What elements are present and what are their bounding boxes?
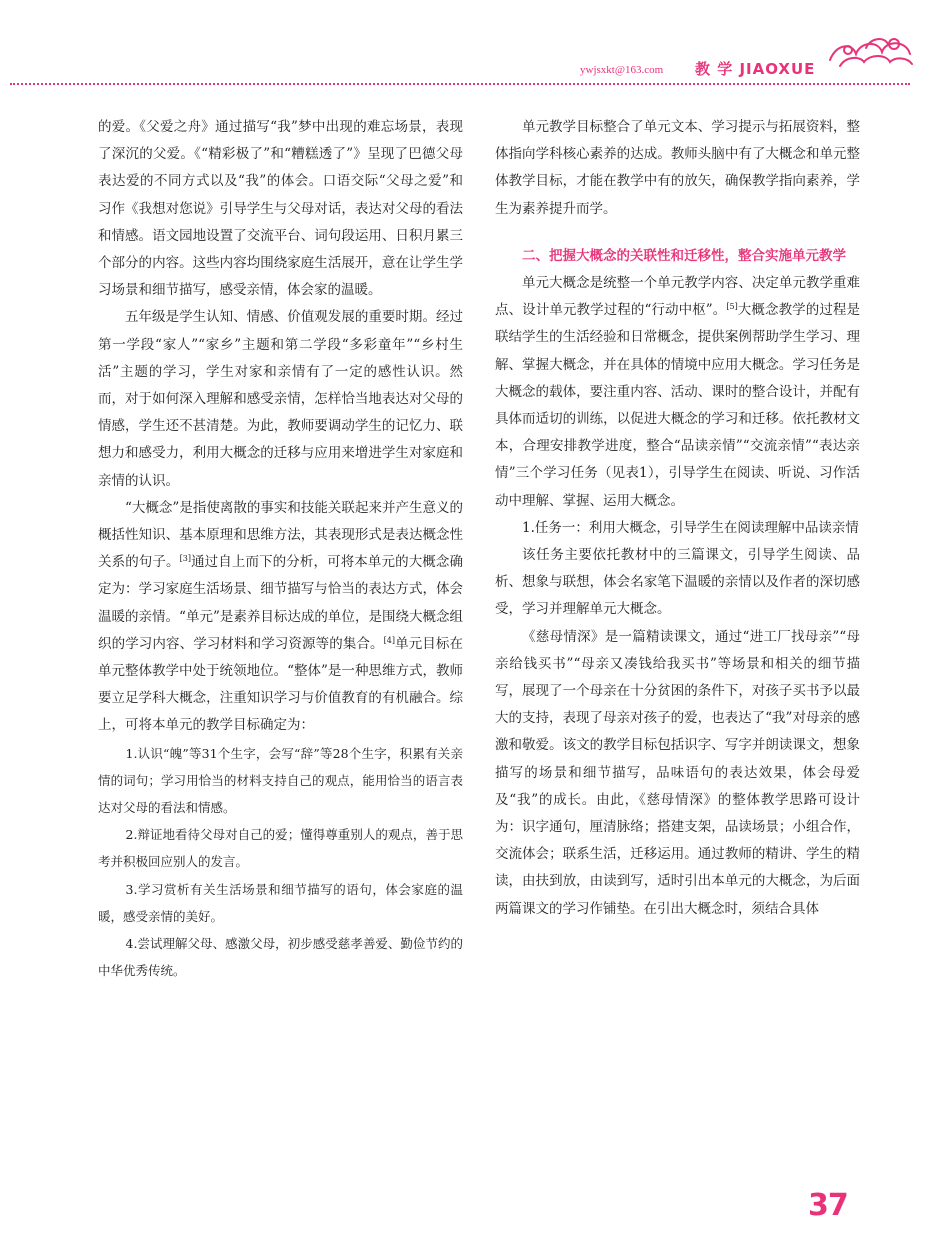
section-heading: 二、把握大概念的关联性和迁移性，整合实施单元教学: [522, 247, 846, 264]
citation-ref: [3]: [179, 554, 191, 564]
page-number: 37: [808, 1188, 848, 1223]
right-column: [495, 114, 860, 923]
page-header: [0, 0, 950, 90]
goal-item: 1.认识“魄”等31个生字，会写“辞”等28个生字，积累有关亲情的词句；学习用恰当的材料支持自己的观点，能用恰当的语言表达对父母的看法和情感。: [98, 745, 463, 816]
paragraph: 单元教学目标整合了单元文本、学习提示与拓展资料，整体指向学科核心素养的达成。教师头脑中有了大概念和单元整体教学目标，才能在教学中有的放矢，确保教学指向素养，学生为素养提升而学。: [495, 119, 860, 217]
goal-item: 2.辩证地看待父母对自己的爱；懂得尊重别人的观点，善于思考并积极回应别人的发言。: [98, 827, 463, 870]
goal-item: 4.尝试理解父母、感激父母，初步感受慈孝善爱、勤俭节约的中华优秀传统。: [98, 936, 463, 979]
paragraph: 单元大概念是统整一个单元教学内容、决定单元教学重难点、设计单元教学过程的“行动中枢”。[5]大概念教学的过程是联结学生的生活经验和日常概念，提供案例帮助学生学习、理解、掌握大概念，并在具体的情境中应用大概念。学习任务是大概念的载体，要注重内容、活动、课时的整合设计，并配有具体而适切的训练，以促进大概念的学习和迁移。依托教材文本，合理安排教学进度，整合“品读亲情”“交流亲情”“表达亲情”三个学习任务（见表1），引导学生在阅读、听说、习作活动中理解、掌握、运用大概念。: [495, 275, 860, 509]
header-divider: [10, 83, 910, 85]
paragraph: “大概念”是指使离散的事实和技能关联起来并产生意义的概括性知识、基本原理和思维方法，其表现形式是表达概念性关系的句子。[3]通过自上而下的分析，可将本单元的大概念确定为：学习家庭生活场景、细节描写与恰当的表达方式，体会温暖的亲情。“单元”是素养目标达成的单位，是围绕大概念组织的学习内容、学习材料和学习资源等的集合。[4]单元目标在单元整体教学中处于统领地位。“整体”是一种思维方式，教师要立足学科大概念，注重知识学习与价值教育的有机融合。综上，可将本单元的教学目标确定为：: [98, 499, 464, 734]
citation-ref: [5]: [726, 302, 738, 312]
goal-item: 3.学习赏析有关生活场景和细节描写的语句，体会家庭的温暖，感受亲情的美好。: [98, 881, 463, 924]
paragraph: 《慈母情深》是一篇精读课文，通过“进工厂找母亲”“母亲给钱买书”“母亲又凑钱给我买书”等场景和相关的细节描写，展现了一个母亲在十分贫困的条件下，对孩子买书予以最大的支持，表现了母亲对孩子的爱，也表达了“我”对母亲的感激和敬爱。该文的教学目标包括识字、写字并朗读课文，想象描写的场景和细节描写，品味语句的表达效果，体会母爱及“我”的成长。由此，《慈母情深》的整体教学思路可设计为：识字通句，厘清脉络；搭建支架，品读场景；小组合作，交流体会；联系生活，迁移运用。通过教师的精讲、学生的精读，由扶到放，由读到写，适时引出本单元的大概念，为后面两篇课文的学习作铺垫。在引出大概念时，须结合具体: [495, 628, 860, 917]
paragraph: 该任务主要依托教材中的三篇课文，引导学生阅读、品析、想象与联想，体会名家笔下温暖的亲情以及作者的深切感受，学习并理解单元大概念。: [495, 547, 860, 618]
paragraph: 1.任务一：利用大概念，引导学生在阅读理解中品读亲情: [522, 519, 859, 536]
citation-ref: [4]: [383, 635, 395, 645]
paragraph: 五年级是学生认知、情感、价值观发展的重要时期。经过第一学段“家人”“家乡”主题和第二学段“多彩童年”“乡村生活”主题的学习，学生对家和亲情有了一定的感性认识。然而，对于如何深入理解和感受亲情，怎样恰当地表达对父母的情感，学生还不甚清楚。为此，教师要调动学生的记忆力、联想力和感受力，利用大概念的迁移与应用来增进学生对家庭和亲情的认识。: [98, 309, 463, 489]
header-email: ywjsxkt@163.com: [580, 64, 664, 76]
cloud-ornament-icon: [826, 30, 918, 74]
paragraph: 的爱。《父爱之舟》通过描写“我”梦中出现的难忘场景，表现了深沉的父爱。《“精彩极了”和“糟糕透了”》呈现了巴德父母表达爱的不同方式以及“我”的体会。口语交际“父母之爱”和习作《我想对您说》引导学生与父母对话，表达对父母的看法和情感。语文园地设置了交流平台、词句段运用、日积月累三个部分的内容。这些内容均围绕家庭生活展开，意在让学生学习场景和细节描写，感受亲情，体会家的温暖。: [98, 119, 463, 299]
left-column: [98, 114, 463, 985]
header-section-title: 教 学 JIAOXUE: [695, 60, 816, 78]
